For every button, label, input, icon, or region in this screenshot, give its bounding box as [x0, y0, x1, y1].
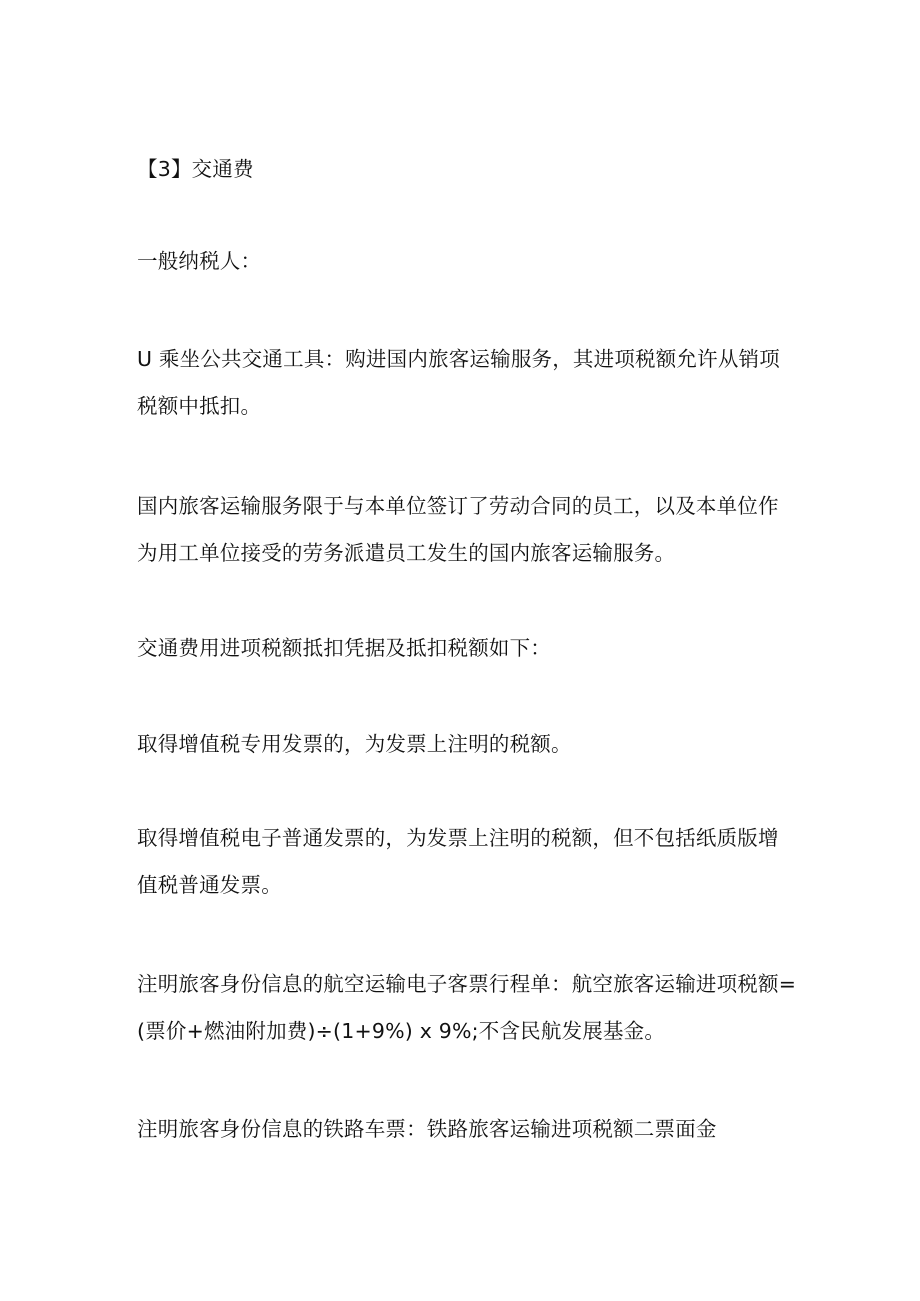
paragraph-special-invoice: 取得增值税专用发票的，为发票上注明的税额。	[137, 732, 572, 756]
paragraph-deduction-intro: 交通费用进项税额抵扣凭据及抵扣税额如下：	[137, 636, 551, 660]
paragraph-public-transport: U 乘坐公共交通工具：购进国内旅客运输服务，其进项税额允许从销项税额中抵扣。	[137, 347, 780, 418]
paragraph-scope: 国内旅客运输服务限于与本单位签订了劳动合同的员工，以及本单位作为用工单位接受的劳务派遣员工发生的国内旅客运输服务。	[137, 494, 779, 565]
paragraph-air-ticket: 注明旅客身份信息的航空运输电子客票行程单：航空旅客运输进项税额=(票价+燃油附加费)÷(1+9%) x 9%;不含民航发展基金。	[137, 972, 797, 1043]
paragraph-taxpayer-type: 一般纳税人：	[137, 249, 262, 273]
paragraph-railway-ticket: 注明旅客身份信息的铁路车票：铁路旅客运输进项税额二票面金	[137, 1117, 717, 1141]
section-heading: 【3】交通费	[137, 157, 254, 181]
paragraph-electronic-invoice: 取得增值税电子普通发票的，为发票上注明的税额，但不包括纸质版增值税普通发票。	[137, 826, 779, 897]
